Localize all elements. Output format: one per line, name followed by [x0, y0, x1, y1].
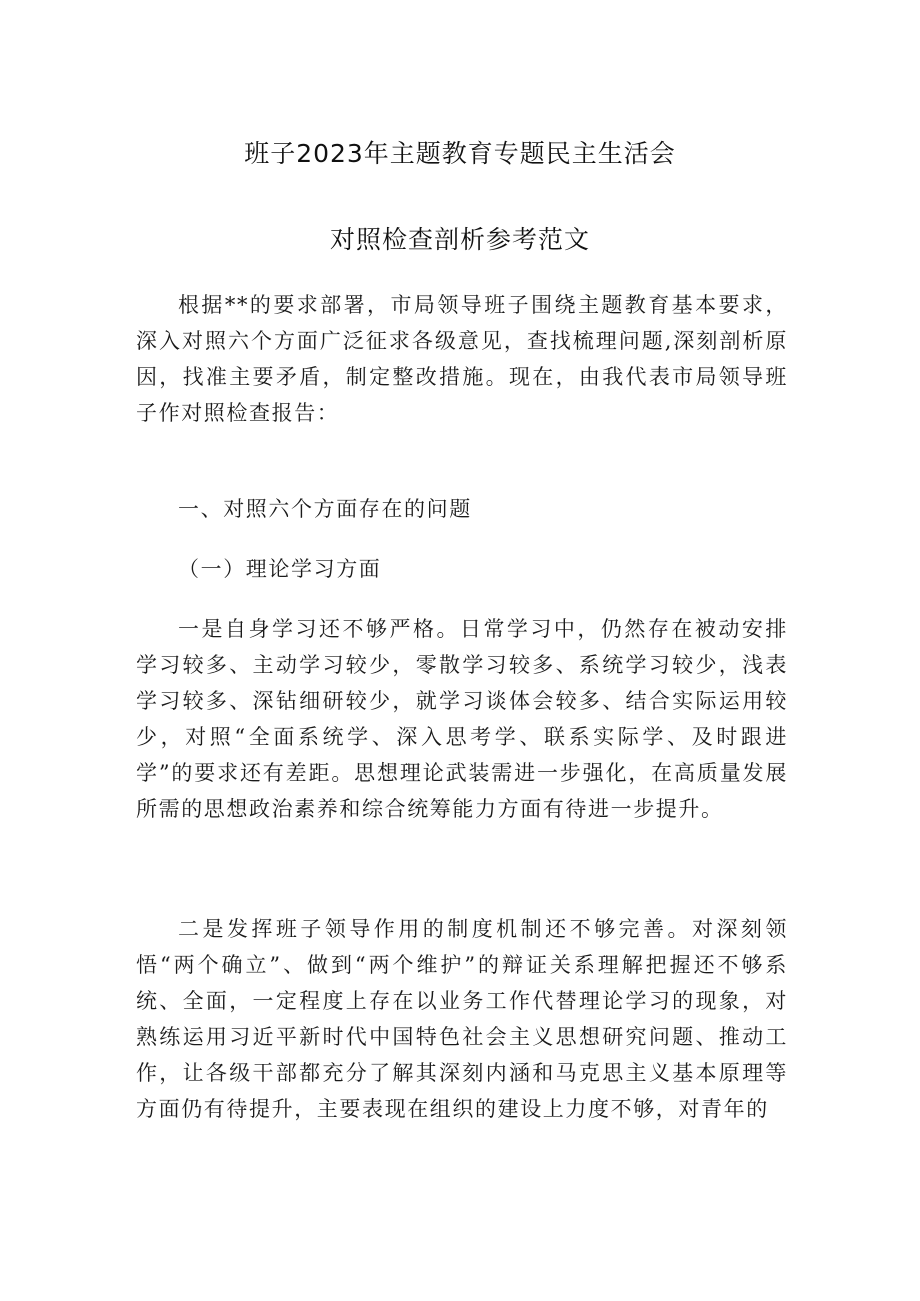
document-title-line1: 班子2023年主题教育专题民主生活会: [244, 139, 676, 168]
body-paragraph-2: 二是发挥班子领导作用的制度机制还不够完善。对深刻领悟“两个确立”、做到“两个维护”的辩证关系理解把握还不够系统、全面，一定程度上存在以业务工作代替理论学习的现象，对熟练运用习近平新时代中国特色社会主义思想研究问题、推动工作，让各级干部都充分了解其深刻内涵和马克思主义基本原理等方面仍有待提升，主要表现在组织的建设上力度不够，对青年的: [136, 917, 788, 1121]
document-title-line2: 对照检查剖析参考范文: [329, 225, 590, 254]
section-heading-1: 一、对照六个方面存在的问题: [178, 497, 472, 521]
intro-paragraph: 根据**的要求部署，市局领导班子围绕主题教育基本要求，深入对照六个方面广泛征求各级意见，查找梳理问题,深刻剖析原因，找准主要矛盾，制定整改措施。现在，由我代表市局领导班子作对照检查报告：: [136, 293, 788, 425]
body-paragraph-1: 一是自身学习还不够严格。日常学习中，仍然存在被动安排学习较多、主动学习较少，零散学习较多、系统学习较少，浅表学习较多、深钻细研较少，就学习谈体会较多、结合实际运用较少，对照“全面系统学、深入思考学、联系实际学、及时跟进学”的要求还有差距。思想理论武装需进一步强化，在高质量发展所需的思想政治素养和综合统筹能力方面有待进一步提升。: [136, 617, 788, 821]
subsection-heading-1: （一）理论学习方面: [178, 557, 382, 581]
